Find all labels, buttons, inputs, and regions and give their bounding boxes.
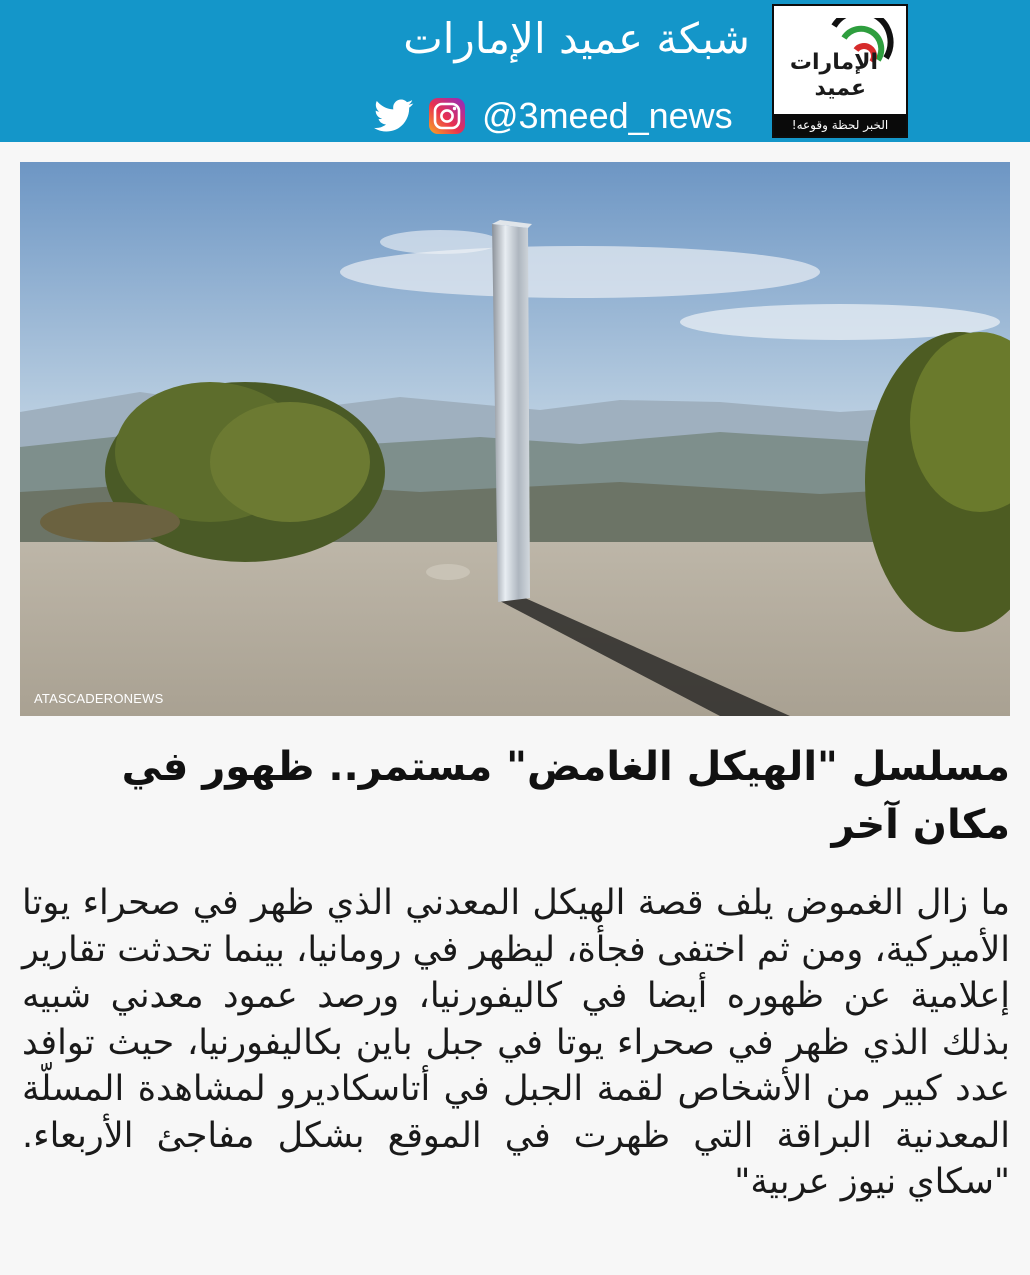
social-handle[interactable]: @3meed_news — [482, 95, 733, 136]
logo-tagline: الخبر لحظة وقوعه! — [774, 114, 906, 136]
article-photo — [20, 162, 1010, 716]
article-body: ما زال الغموض يلف قصة الهيكل المعدني الذي ظهر في صحراء يوتا الأميركية، ومن ثم اختفى فجأة، ليظهر في رومانيا، بينما تحدثت تقارير إعلامية عن ظهوره أيضا في كاليفورنيا، ورصد عمود معدني شبيه بذلك الذي ظهر في صحراء يوتا في جبل باين بكاليفورنيا، حيث توافد عدد كبير من الأشخاص لقمة الجبل في أتاسكاديرو لمشاهدة المسلّة المعدنية البراقة التي ظهرت في الموقع بشكل مفاجئ الأربعاء. "سكاي نيوز عربية" — [22, 883, 1010, 1202]
instagram-icon[interactable] — [428, 97, 466, 135]
twitter-icon[interactable] — [374, 99, 414, 133]
social-row — [374, 94, 733, 138]
article-headline: مسلسل "الهيكل الغامض" مستمر.. ظهور في مكان آخر — [121, 744, 1010, 848]
logo-name-line1: الإمارات — [789, 50, 878, 75]
monolith-scene — [20, 162, 1010, 716]
photo-credit: ATASCADERONEWS — [34, 691, 164, 706]
network-name: شبكة عميد الإمارات — [403, 14, 750, 63]
brand-logo[interactable] — [772, 4, 908, 138]
header-bar — [0, 0, 1030, 142]
logo-name-line2: عميد — [814, 76, 866, 101]
